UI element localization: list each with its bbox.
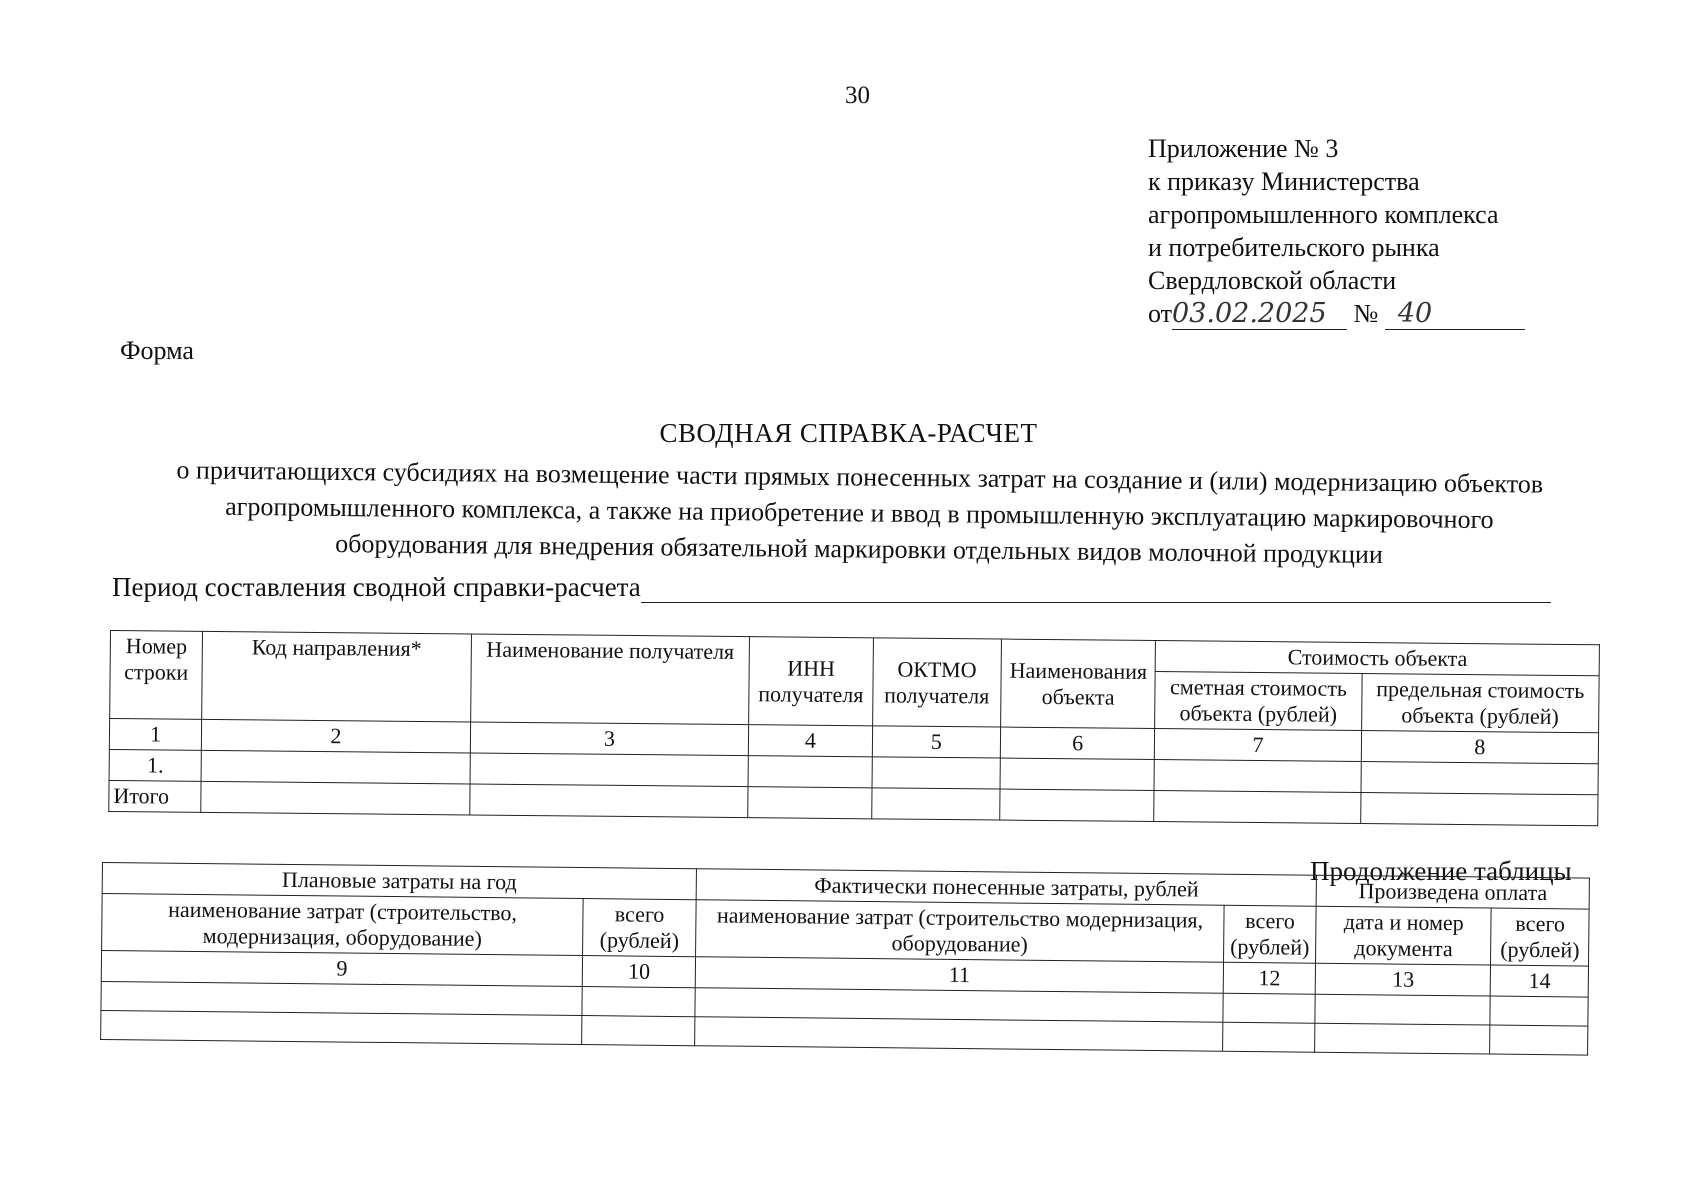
table-cell (1223, 1022, 1316, 1052)
col-number: 5 (872, 726, 1001, 758)
col-number: 4 (749, 725, 873, 757)
appendix-line: Свердловской области (1148, 266, 1397, 295)
number-prefix: № (1353, 299, 1379, 328)
header-planned-total: всего (рублей) (583, 899, 697, 957)
handwritten-number: 40 (1397, 298, 1433, 329)
table-cell (582, 987, 695, 1017)
header-oktmo: ОКТМО получателя (872, 638, 1001, 727)
header-recipient-name: Наименование получателя (470, 634, 750, 725)
table-cell (1154, 791, 1360, 824)
date-field (1172, 299, 1347, 330)
table-cell (1490, 996, 1588, 1026)
table-cell (872, 757, 1001, 789)
handwritten-date: 03.02.2025 (1172, 298, 1327, 329)
header-max-cost: предельная стоимость объекта (рублей) (1361, 674, 1599, 733)
header-object-name: Наименования объекта (1001, 639, 1156, 728)
row-label: 1. (109, 749, 202, 781)
appendix-line: и потребительского рынка (1148, 233, 1440, 262)
header-direction-code: Код направления* (202, 631, 471, 722)
col-number: 7 (1155, 729, 1361, 762)
appendix-line: агропромышленного комплекса (1148, 200, 1499, 229)
date-prefix: от (1148, 299, 1173, 328)
header-inn: ИНН получателя (749, 637, 873, 726)
period-label: Период составления сводной справки-расчета (112, 572, 641, 602)
table-cell (201, 781, 470, 815)
total-label: Итого (109, 780, 202, 812)
col-number: 13 (1315, 963, 1491, 996)
header-actual-costs: Фактически понесенные затраты, рублей (696, 869, 1316, 906)
col-number: 12 (1223, 962, 1316, 994)
period-row (112, 572, 1551, 603)
header-actual-cost-name: наименование затрат (строительство модернизация, оборудование) (696, 900, 1224, 963)
table-cell (1154, 760, 1360, 793)
header-payment-made: Произведена оплата (1316, 875, 1589, 909)
table-cell (871, 788, 1000, 820)
header-actual-total: всего (рублей) (1223, 905, 1316, 963)
header-payment-document: дата и номер документа (1316, 906, 1492, 965)
table-cell (1000, 758, 1155, 790)
appendix-date-line (1148, 297, 1525, 330)
number-field (1385, 299, 1525, 330)
table-cell (101, 1010, 582, 1044)
period-input-line (641, 578, 1551, 603)
header-object-cost: Стоимость объекта (1156, 641, 1600, 676)
col-number: 9 (101, 951, 582, 987)
table-cell (695, 1017, 1223, 1052)
col-number: 3 (470, 722, 749, 756)
document-title: СВОДНАЯ СПРАВКА-РАСЧЕТ (659, 418, 1038, 448)
header-planned-cost-name: наименование затрат (строительство, модернизация, оборудование) (102, 894, 584, 956)
header-payment-total: всего (рублей) (1491, 908, 1589, 966)
header-estimated-cost: сметная стоимость объекта (рублей) (1155, 672, 1362, 731)
table-cell (469, 784, 748, 818)
page-number: 30 (845, 82, 870, 109)
appendix-block (1148, 132, 1525, 330)
col-number: 2 (202, 719, 471, 753)
summary-table (108, 630, 1600, 826)
table-cell (1000, 789, 1155, 821)
appendix-line: Приложение № 3 (1148, 134, 1339, 163)
table-cell (1361, 762, 1599, 795)
table-cell (1360, 793, 1598, 826)
continuation-caption: Продолжение таблицы (1310, 856, 1572, 886)
table-cell (201, 750, 470, 784)
col-number: 1 (109, 719, 202, 751)
header-planned-costs: Плановые затраты на год (102, 863, 696, 900)
appendix-line: к приказу Министерства (1148, 167, 1420, 196)
table-cell (1223, 993, 1316, 1023)
form-label: Форма (120, 336, 194, 365)
table-cell (748, 787, 872, 819)
col-number: 11 (695, 957, 1223, 994)
table-cell (582, 1016, 695, 1046)
col-number: 10 (582, 956, 695, 988)
continuation-table (100, 862, 1590, 1056)
table-cell (1490, 1025, 1588, 1055)
table-cell (1315, 994, 1491, 1025)
table-cell (748, 756, 872, 788)
col-number: 14 (1491, 965, 1589, 997)
col-number: 8 (1361, 731, 1599, 764)
header-row-number: Номер строки (110, 631, 203, 720)
table-cell (1315, 1023, 1491, 1054)
table-cell (470, 753, 749, 787)
col-number: 6 (1000, 727, 1155, 759)
document-subtitle: о причитающихся субсидиях на возмещение части прямых понесенных затрат на создание и (или) модернизацию объектов агропромышленного комплекса, а также на приобретение и ввод в промышленную эксплуатацию маркировочного оборудования для внедрения обязательной маркировки отдельных видов молочной продукции (176, 455, 1544, 569)
